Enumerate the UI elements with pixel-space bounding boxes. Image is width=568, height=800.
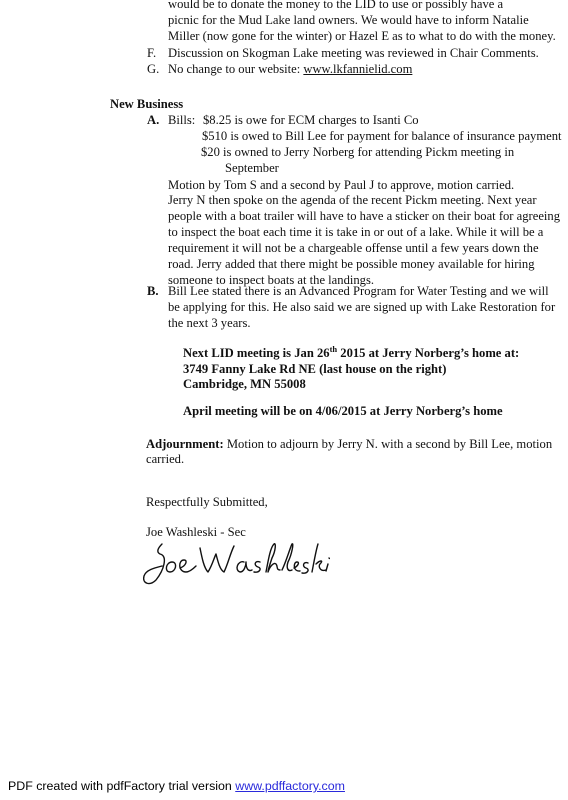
item-b-line-1: Bill Lee stated there is an Advanced Program for Water Testing and we will — [168, 284, 549, 298]
adjournment-text: Motion to adjourn by Jerry N. with a second by Bill Lee, motion — [223, 437, 553, 451]
pdf-footer — [8, 778, 345, 794]
item-a-para-line-6: road. Jerry added that there might be possible money available for hiring — [168, 257, 535, 271]
item-f-text: Discussion on Skogman Lake meeting was reviewed in Chair Comments. — [168, 46, 539, 60]
item-a-para-line-3: people with a boat trailer will have to have a sticker on their boat for agreeing — [168, 209, 561, 223]
item-b-line-2: be applying for this. He also said we are signed up with Lake Restoration for — [168, 300, 556, 314]
next-meeting-location-text: 2015 at Jerry Norberg’s home at: — [337, 346, 520, 360]
item-f-letter: F. — [147, 46, 157, 60]
continuation-line-2: picnic for the Mud Lake land owners. We would have to inform Natalie — [168, 13, 529, 27]
next-meeting-date-text: Next LID meeting is Jan 26 — [183, 346, 330, 360]
adjournment-label: Adjournment: — [146, 437, 224, 451]
bill-line-4: September — [225, 161, 279, 175]
continuation-line-3: Miller (now gone for the winter) or Hazel E as to what to do with the money. — [168, 29, 556, 43]
bill-line-2: $510 is owed to Bill Lee for payment for balance of insurance payment — [202, 129, 562, 143]
item-a-para-line-4: to inspect the boat each time it is take in or out of a lake. While it will be a — [168, 225, 544, 239]
item-a-para-line-7: someone to inspect boats at the landings. — [168, 273, 375, 287]
bill-line-1: $8.25 is owe for ECM charges to Isanti Co — [203, 113, 419, 127]
april-meeting: April meeting will be on 4/06/2015 at Jerry Norberg’s home — [183, 404, 503, 418]
next-meeting-line-1 — [183, 345, 519, 361]
signer: Joe Washleski - Sec — [146, 525, 246, 539]
adjournment-line-1 — [146, 436, 552, 452]
item-g-line — [168, 61, 412, 77]
bill-line-3: $20 is owned to Jerry Norberg for attending Pickm meeting in — [201, 145, 515, 159]
item-b-line-3: the next 3 years. — [168, 316, 251, 330]
next-meeting-city: Cambridge, MN 55008 — [183, 377, 306, 391]
adjournment-line-2: carried. — [146, 452, 185, 466]
continuation-line-1: would be to donate the money to the LID to use or possibly have a — [168, 0, 504, 11]
item-g-letter: G. — [147, 62, 160, 76]
footer-text: PDF created with pdfFactory trial version — [8, 779, 236, 793]
new-business-heading: New Business — [110, 97, 184, 111]
item-a-para-line-5: requirement it will not be a chargeable offense until a few years down the — [168, 241, 539, 255]
closing: Respectfully Submitted, — [146, 495, 268, 509]
signature — [140, 538, 330, 588]
website-link[interactable]: www.lkfannielid.com — [303, 62, 413, 76]
next-meeting-address: 3749 Fanny Lake Rd NE (last house on the right) — [183, 362, 447, 376]
item-g-text: No change to our website: — [168, 62, 301, 76]
item-a-para-line-2: Jerry N then spoke on the agenda of the recent Pickm meeting. Next year — [168, 193, 537, 207]
item-b-letter: B. — [147, 284, 159, 298]
item-a-para-line-1: Motion by Tom S and a second by Paul J to approve, motion carried. — [168, 178, 515, 192]
item-a-letter: A. — [147, 113, 160, 127]
pdffactory-link[interactable]: www.pdffactory.com — [235, 779, 345, 793]
date-suffix: th — [329, 343, 338, 354]
item-a-label: Bills: — [168, 113, 196, 127]
